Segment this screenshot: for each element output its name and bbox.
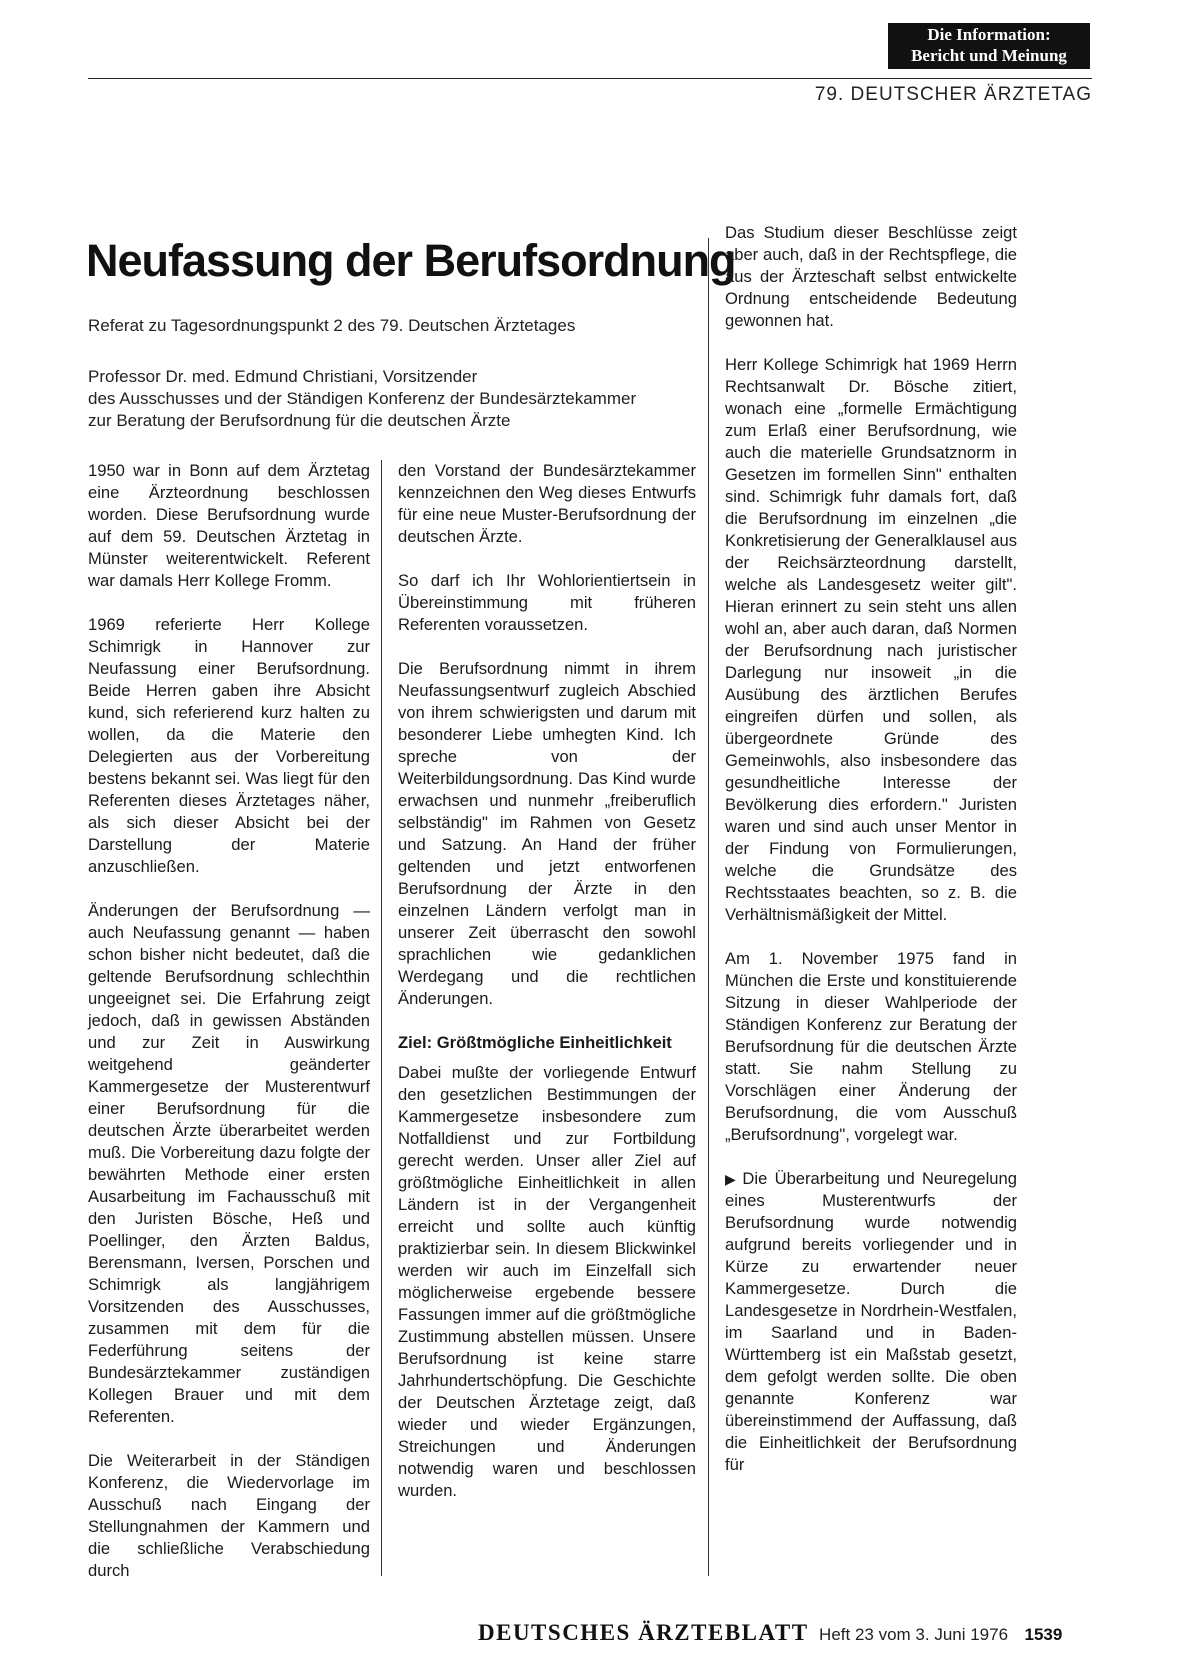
paragraph: Am 1. November 1975 fand in München die Erste und konstituierende Sitzung in dieser Wahlperiode der Ständigen Konferenz zur Beratung der Berufsordnung für die deutschen Ärzte statt. Sie nahm Stellung zu Vorschlägen einer Änderung der Berufsordnung, die vom Ausschuß „Berufsordnung", vorgelegt war.	[725, 949, 1017, 1144]
author-block	[88, 366, 636, 432]
page-footer	[478, 1620, 1062, 1646]
article-subtitle: Referat zu Tagesordnungspunkt 2 des 79. Deutschen Ärztetages	[88, 316, 576, 335]
paragraph: Dabei mußte der vorliegende Entwurf den gesetzlichen Bestimmungen der Kammergesetze insbesondere zum Notfalldienst und zur Fortbildung gerecht werden. Unser aller Ziel auf größtmögliche Einheitlichkeit in allen Ländern ist in der Vergangenheit erreicht und sollte auch künftig praktizierbar sein. In diesem Blickwinkel werden wir auch im Einzelfall sich möglicherweise ergebende bessere Fassungen immer auf die größtmögliche Zustimmung abstellen müssen. Unsere Berufsordnung ist keine starre Jahrhundertschöpfung. Die Geschichte der Deutschen Ärztetage zeigt, daß wieder und wieder Ergänzungen, Streichungen und Änderungen notwendig waren und beschlossen wurden.	[398, 1063, 696, 1500]
issue-info: Heft 23 vom 3. Juni 1976	[819, 1625, 1009, 1644]
paragraph: 1969 referierte Herr Kollege Schimrigk in Hannover zur Neufassung einer Berufsordnung. Beide Herren gaben ihre Absicht kund, sich referierend kurz halten zu wollen, da die Materie den Delegierten aus der Vorbereitung bestens bekannt sei. Was liegt für den Referenten dieses Ärztetages näher, als sich dieser Absicht bei der Darstellung der Materie anzuschließen.	[88, 615, 370, 876]
column-divider-left	[381, 460, 382, 1576]
author-line: Professor Dr. med. Edmund Christiani, Vorsitzender	[88, 367, 478, 386]
badge-line-1: Die Information:	[927, 25, 1051, 44]
author-line: zur Beratung der Berufsordnung für die deutschen Ärzte	[88, 411, 511, 430]
paragraph: Herr Kollege Schimrigk hat 1969 Herrn Rechtsanwalt Dr. Bösche zitiert, wonach eine „formelle Ermächtigung zum Erlaß einer Berufsordnung, wie auch die materielle Grundsatznorm in Gesetzen im formellen Sinn" enthalten sind. Schimrigk fuhr damals fort, daß die Berufsordnung im einzelnen „die Konkretisierung der Generalklausel aus der Reichsärzteordnung darstellt, welche als Landesgesetz weiter gilt". Hieran erinnert zu sein steht uns allen wohl an, aber auch daran, daß Normen der Berufsordnung nach juristischer Darlegung nur insoweit „in die Ausübung des ärztlichen Berufes eingreifen dürfen und sollen, als übergeordnete Gründe des Gemeinwohls, also insbesondere das gesundheitliche Interesse der Bevölkerung dies erfordern." Juristen waren und sind auch unser Mentor in der Findung von Formulierungen, welche die Grundsätze des Rechtsstaates beachten, so z. B. die Verhältnismäßigkeit der Mittel.	[725, 355, 1017, 924]
paragraph: den Vorstand der Bundesärztekammer kennzeichnen den Weg dieses Entwurfs für eine neue Muster-Berufsordnung der deutschen Ärzte.	[398, 461, 696, 546]
column-2	[398, 460, 696, 1524]
author-line: des Ausschusses und der Ständigen Konferenz der Bundesärztekammer	[88, 389, 637, 408]
paragraph: Die Berufsordnung nimmt in ihrem Neufassungsentwurf zugleich Abschied von ihrem schwierigsten und darum mit besonderer Liebe umhegten Kind. Ich spreche von der Weiterbildungsordnung. Das Kind wurde erwachsen und nunmehr „freiberuflich selbständig" im Rahmen von Gesetz und Satzung. An Hand der früher geltenden und jetzt entworfenen Berufsordnung der Ärzte in den einzelnen Ländern verfolgt man in unserer Zeit überrascht den sowohl sprachlichen wie gedanklichen Werdegang und die rechtlichen Änderungen.	[398, 659, 696, 1008]
page-number: 1539	[1024, 1625, 1063, 1644]
paragraph: Die Weiterarbeit in der Ständigen Konferenz, die Wiedervorlage im Ausschuß nach Eingang der Stellungnahmen der Kammern und die schließliche Verabschiedung durch	[88, 1451, 370, 1580]
paragraph-text: Die Überarbeitung und Neuregelung eines Musterentwurfs der Berufsordnung wurde notwendig aufgrund bereits vorliegender und in Kürze zu erwartender neuer Kammergesetze. Durch die Landesgesetze in Nordrhein-Westfalen, im Saarland und in Baden-Württemberg ist ein Maßstab gesetzt, dem gefolgt werden sollte. Die oben genannte Konferenz war übereinstimmend der Auffassung, daß die Einheitlichkeit der Berufsordnung für	[725, 1169, 1017, 1474]
publication-name: DEUTSCHES ÄRZTEBLATT	[478, 1620, 809, 1645]
section-label: 79. DEUTSCHER ÄRZTETAG	[814, 84, 1092, 105]
paragraph: So darf ich Ihr Wohlorientiertsein in Übereinstimmung mit früheren Referenten voraussetzen.	[398, 571, 696, 634]
column-divider-right	[708, 238, 709, 1576]
subheading: Ziel: Größtmögliche Einheitlichkeit	[398, 1033, 672, 1052]
header-rule	[88, 78, 1092, 79]
triangle-right-icon: ▶	[725, 1171, 739, 1187]
badge-line-2: Bericht und Meinung	[911, 46, 1067, 65]
paragraph: Änderungen der Berufsordnung — auch Neufassung genannt — haben schon bisher nicht bedeutet, daß die geltende Berufsordnung schlechthin ungeeignet sei. Die Erfahrung zeigt jedoch, daß in gewissen Abständen und zur Zeit in Auswirkung weitgehend geänderter Kammergesetze der Musterentwurf einer Berufsordnung für die deutschen Ärzte überarbeitet werden muß. Die Vorbereitung dazu folgte der bewährten Methode einer ersten Ausarbeitung im Fachausschuß mit den Juristen Bösche, Heß und Poellinger, den Ärzten Baldus, Berensmann, Iversen, Porschen und Schimrigk als langjährigem Vorsitzenden des Ausschusses, zusammen mit dem für die Federführung seitens der Bundesärztekammer zuständigen Kollegen Brauer und mit dem Referenten.	[88, 901, 370, 1426]
paragraph-continued	[725, 1168, 1017, 1476]
article-title: Neufassung der Berufsordnung	[86, 235, 736, 286]
column-1	[88, 460, 370, 1604]
paragraph: Das Studium dieser Beschlüsse zeigt aber auch, daß in der Rechtspflege, die aus der Ärzteschaft selbst entwickelte Ordnung entscheidende Bedeutung gewonnen hat.	[725, 223, 1017, 330]
section-badge	[888, 23, 1090, 69]
paragraph: 1950 war in Bonn auf dem Ärztetag eine Ärzteordnung beschlossen worden. Diese Berufsordnung wurde auf dem 59. Deutschen Ärztetag in Münster weiterentwickelt. Referent war damals Herr Kollege Fromm.	[88, 461, 370, 590]
column-3	[725, 222, 1017, 1498]
